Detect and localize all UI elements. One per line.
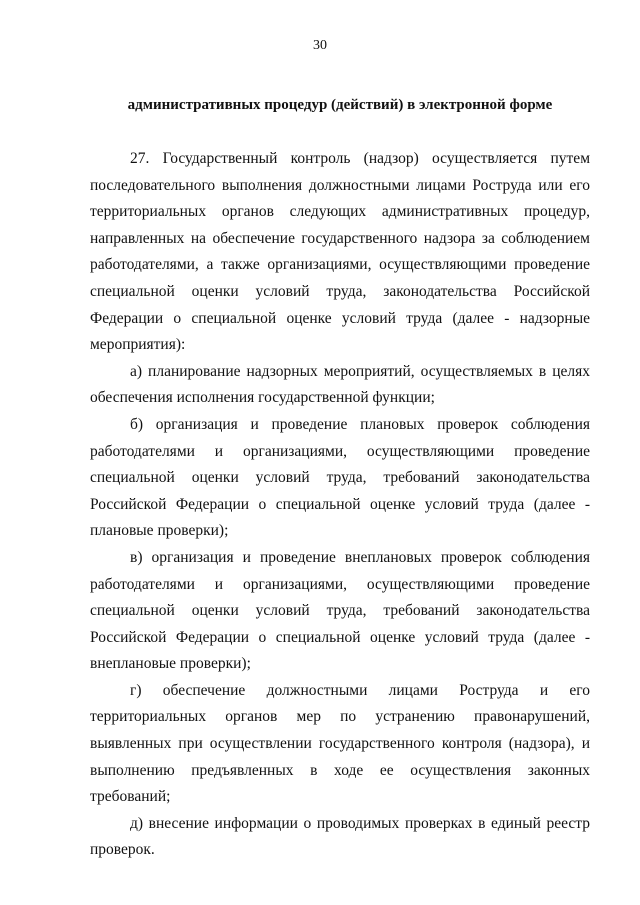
paragraph-item-b: б) организация и проведение плановых проверок соблюдения работодателями и организациями, осуществляющими проведение специальной оценки условий труда, требований законодательства Российской Федерации о специальной оценке условий труда (далее - плановые проверки); [90,415,590,540]
paragraph-item-g: г) обеспечение должностными лицами Роструда и его территориальных органов мер по устранению правонарушений, выявленных при осуществлении государственного контроля (надзора), и выполнению предъявленных в ходе ее осуществления законных требований; [90,681,590,806]
paragraph-27: 27. Государственный контроль (надзор) осуществляется путем последовательного выполнения должностными лицами Роструда или его территориальных органов следующих административных процедур, направленных на обеспечение государственного надзора за соблюдением работодателями, а также организациями, осуществляющими проведение специальной оценки условий труда, законодательства Российской Федерации о специальной оценке условий труда (далее - надзорные мероприятия): [90,150,590,354]
paragraph-item-v: в) организация и проведение внеплановых проверок соблюдения работодателями и организациями, осуществляющими проведение специальной оценки условий труда, требований законодательства Российской Федерации о специальной оценке условий труда (далее - внеплановые проверки); [90,548,590,673]
paragraph-item-a: а) планирование надзорных мероприятий, осуществляемых в целях обеспечения исполнения государственной функции; [90,362,590,407]
paragraph-item-d: д) внесение информации о проводимых проверках в единый реестр проверок. [90,814,590,859]
section-heading: административных процедур (действий) в электронной форме [127,97,553,113]
page-number: 30 [313,38,327,53]
document-body [90,146,590,864]
